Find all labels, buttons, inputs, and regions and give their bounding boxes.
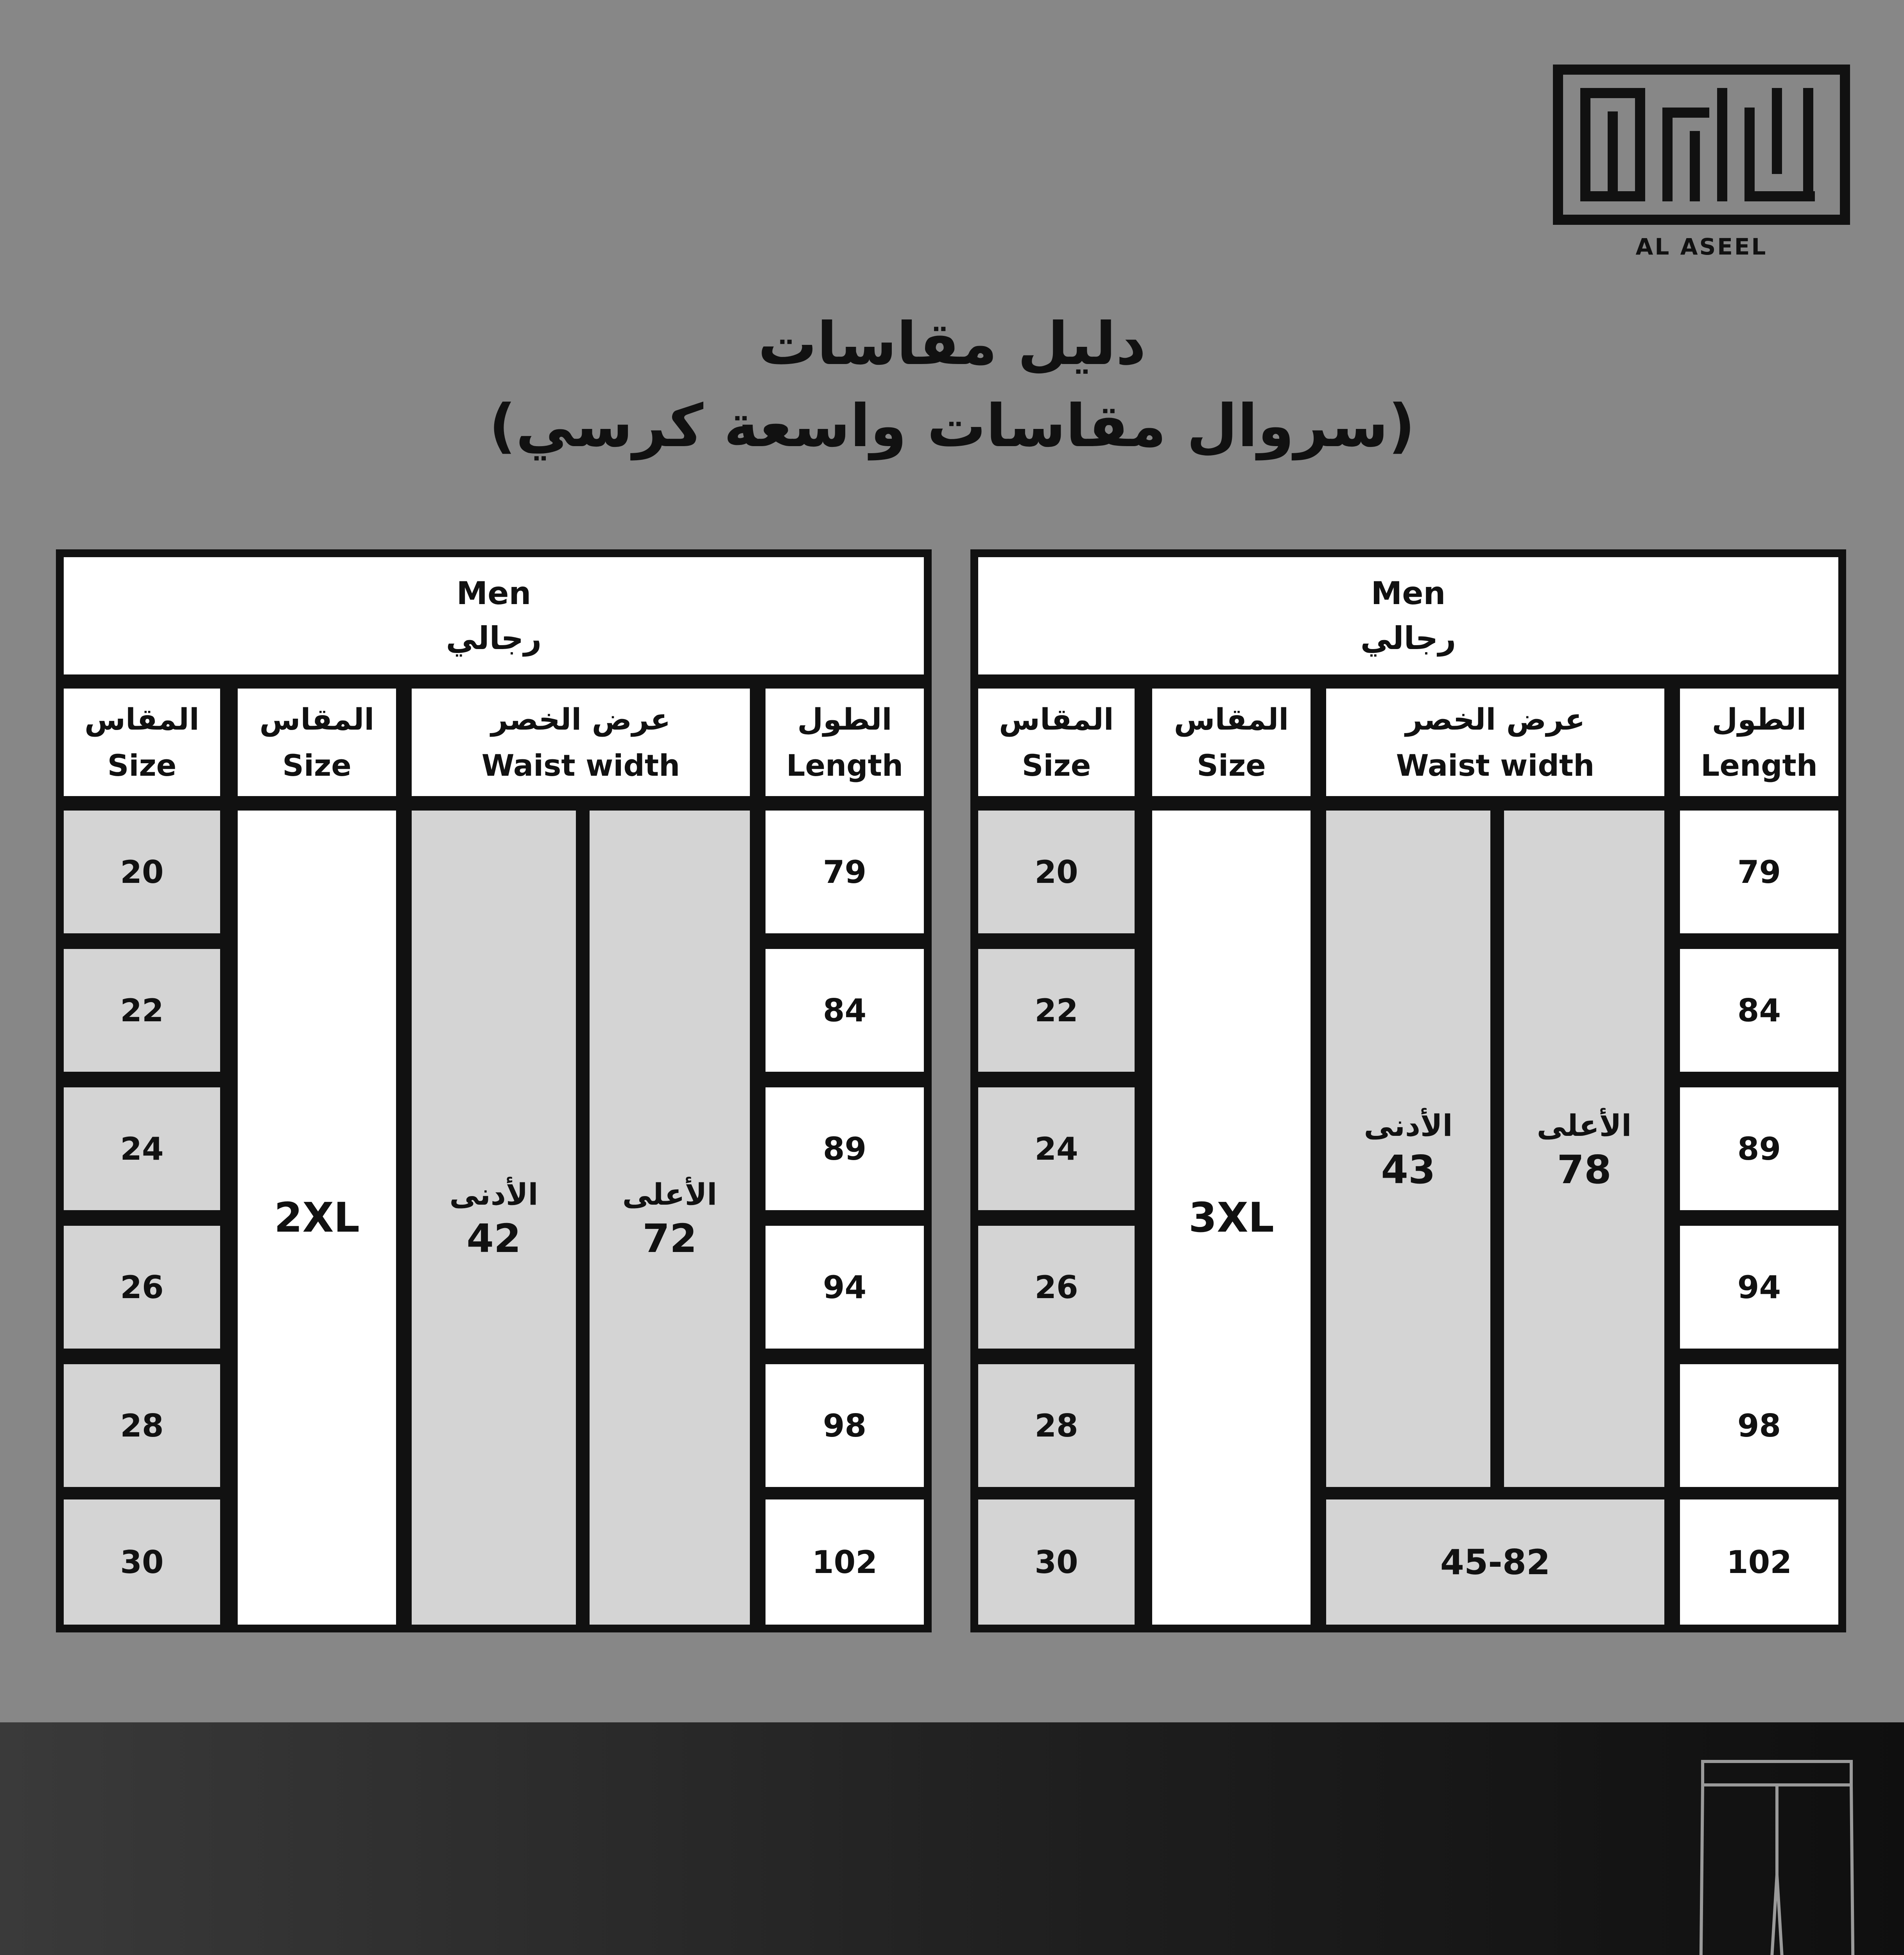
header-en: Men <box>456 575 531 612</box>
col-header-en: Size <box>107 748 177 783</box>
col-header-size-1 <box>64 689 220 796</box>
col-header-ar: المقاس <box>999 701 1114 737</box>
waist-max-cell <box>590 811 750 1625</box>
size-cell: 30 <box>978 1499 1135 1625</box>
size-cell: 28 <box>64 1364 220 1487</box>
length-cell: 79 <box>1680 811 1838 933</box>
length-cell: 98 <box>766 1364 924 1487</box>
title-line-1: دليل مقاسات <box>758 310 1146 378</box>
waist-min-cell <box>1326 811 1490 1487</box>
waist-max-cell <box>1504 811 1664 1487</box>
waist-min-label: الأدنى <box>1364 1108 1453 1143</box>
col-header-en: Waist width <box>1396 748 1595 783</box>
col-header-ar: الطول <box>1712 701 1807 737</box>
size-cell: 30 <box>64 1499 220 1625</box>
col-header-length <box>1680 689 1838 796</box>
size-cell: 24 <box>64 1087 220 1210</box>
col-header-en: Length <box>786 748 903 783</box>
waist-max-label: الأعلى <box>1536 1108 1632 1143</box>
length-cell: 89 <box>766 1087 924 1210</box>
length-cell: 94 <box>1680 1226 1838 1349</box>
size-cell: 22 <box>978 949 1135 1072</box>
length-cell: 102 <box>1680 1499 1838 1625</box>
size-cell: 22 <box>64 949 220 1072</box>
col-header-ar: المقاس <box>259 701 375 737</box>
brand-logo <box>1553 65 1850 260</box>
col-header-waist <box>412 689 750 796</box>
page-title <box>0 305 1904 469</box>
waist-max-value: 72 <box>642 1216 697 1261</box>
col-header-en: Size <box>282 748 351 783</box>
col-header-ar: الطول <box>797 701 892 737</box>
col-header-ar: عرض الخصر <box>491 701 671 737</box>
waist-min-value: 43 <box>1381 1147 1436 1193</box>
header-ar: رجالي <box>446 620 542 656</box>
header-ar: رجالي <box>1360 620 1456 656</box>
col-header-waist <box>1326 689 1664 796</box>
col-header-size-2 <box>238 689 396 796</box>
length-cell: 84 <box>766 949 924 1072</box>
col-header-size-2 <box>1152 689 1311 796</box>
table-header <box>978 557 1838 674</box>
col-header-ar: المقاس <box>84 701 199 737</box>
waist-min-cell <box>412 811 576 1625</box>
col-header-ar: عرض الخصر <box>1405 701 1585 737</box>
waist-range-cell: 45-82 <box>1326 1499 1664 1625</box>
table-header <box>64 557 924 674</box>
size-table-3xl <box>970 549 1846 1632</box>
footer-banner <box>0 1722 1904 1955</box>
size-table-2xl <box>56 549 932 1632</box>
kufic-logo-icon <box>1553 65 1850 229</box>
length-cell: 84 <box>1680 949 1838 1072</box>
title-line-2: (سروال مقاسات واسعة كرسي) <box>489 392 1415 460</box>
length-cell: 94 <box>766 1226 924 1349</box>
size-cell: 26 <box>978 1226 1135 1349</box>
waist-max-value: 78 <box>1557 1147 1612 1193</box>
col-header-ar: المقاس <box>1174 701 1289 737</box>
size-cell: 28 <box>978 1364 1135 1487</box>
waist-min-value: 42 <box>466 1216 521 1261</box>
col-header-en: Size <box>1022 748 1091 783</box>
length-cell: 89 <box>1680 1087 1838 1210</box>
size-cell: 20 <box>978 811 1135 933</box>
size-cell: 24 <box>978 1087 1135 1210</box>
pants-outline-icon <box>1699 1758 1855 1955</box>
waist-max-label: الأعلى <box>622 1177 717 1212</box>
size-cell: 20 <box>64 811 220 933</box>
col-header-en: Waist width <box>481 748 680 783</box>
header-en: Men <box>1371 575 1446 612</box>
size-cell: 26 <box>64 1226 220 1349</box>
length-cell: 79 <box>766 811 924 933</box>
length-cell: 102 <box>766 1499 924 1625</box>
size-letter-cell: 3XL <box>1152 811 1311 1625</box>
col-header-en: Length <box>1701 748 1818 783</box>
logo-caption: AL ASEEL <box>1635 233 1768 260</box>
col-header-length <box>766 689 924 796</box>
length-cell: 98 <box>1680 1364 1838 1487</box>
size-letter-cell: 2XL <box>238 811 396 1625</box>
col-header-en: Size <box>1197 748 1266 783</box>
waist-min-label: الأدنى <box>449 1177 538 1212</box>
col-header-size-1 <box>978 689 1135 796</box>
